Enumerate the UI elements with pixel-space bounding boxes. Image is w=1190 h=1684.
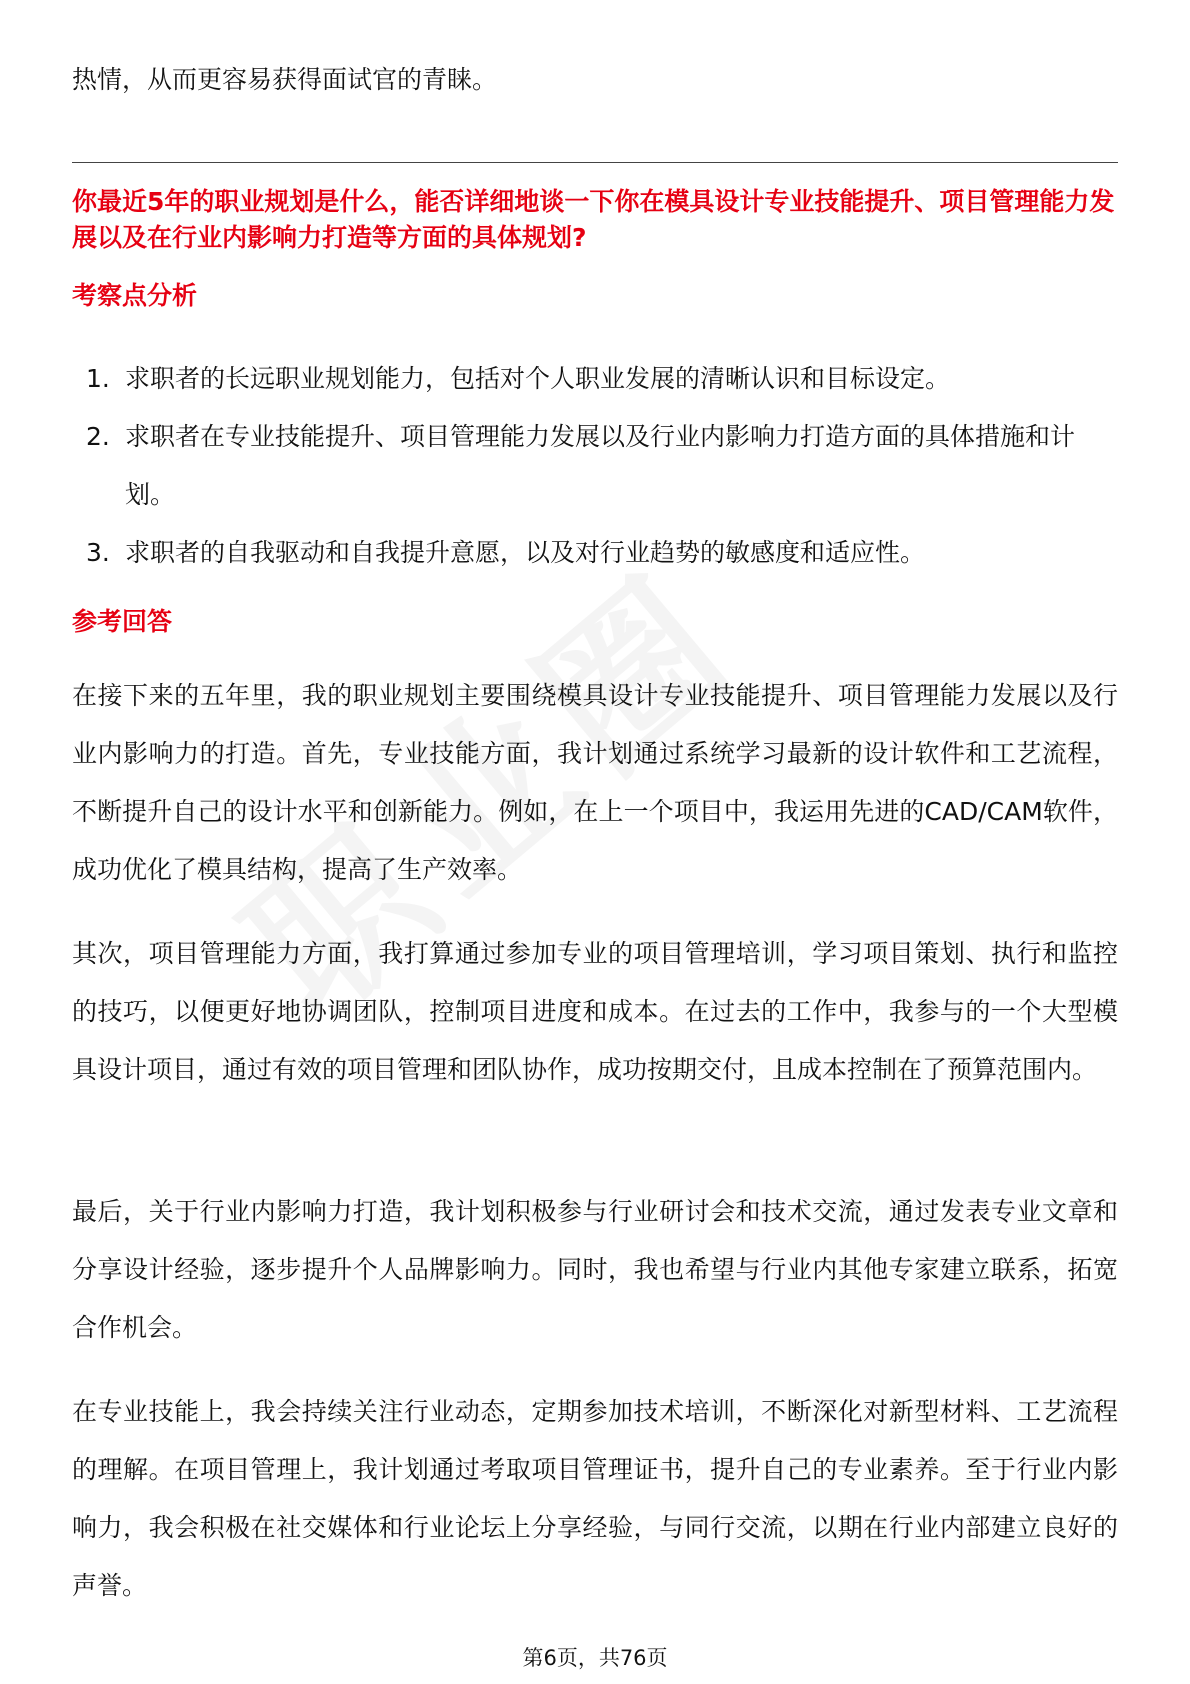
list-number: 1. xyxy=(86,364,110,393)
analysis-list xyxy=(72,350,1118,582)
list-number: 3. xyxy=(86,538,110,567)
page-number: 第6页，共76页 xyxy=(522,1646,668,1670)
lead-text: 热情，从而更容易获得面试官的青睐。 xyxy=(72,65,498,94)
list-text: 求职者在专业技能提升、项目管理能力发展以及行业内影响力打造方面的具体措施和计划。 xyxy=(125,422,1076,509)
list-item xyxy=(72,350,1118,408)
question-heading: 你最近5年的职业规划是什么，能否详细地谈一下你在模具设计专业技能提升、项目管理能力发展以及在行业内影响力打造等方面的具体规划? xyxy=(72,187,1115,252)
analysis-title: 考察点分析 xyxy=(72,281,198,310)
answer-paragraph: 在接下来的五年里，我的职业规划主要围绕模具设计专业技能提升、项目管理能力发展以及行业内影响力的打造。首先，专业技能方面，我计划通过系统学习最新的设计软件和工艺流程，不断提升自己的设计水平和创新能力。例如，在上一个项目中，我运用先进的CAD/CAM软件，成功优化了模具结构，提高了生产效率。 xyxy=(72,681,1118,884)
list-text: 求职者的长远职业规划能力，包括对个人职业发展的清晰认识和目标设定。 xyxy=(125,364,951,393)
answer-paragraph: 最后，关于行业内影响力打造，我计划积极参与行业研讨会和技术交流，通过发表专业文章和分享设计经验，逐步提升个人品牌影响力。同时，我也希望与行业内其他专家建立联系，拓宽合作机会。 xyxy=(72,1197,1118,1342)
answer-title: 参考回答 xyxy=(72,607,173,636)
answer-paragraph: 其次，项目管理能力方面，我打算通过参加专业的项目管理培训，学习项目策划、执行和监控的技巧，以便更好地协调团队，控制项目进度和成本。在过去的工作中，我参与的一个大型模具设计项目，通过有效的项目管理和团队协作，成功按期交付，且成本控制在了预算范围内。 xyxy=(72,939,1118,1084)
list-item xyxy=(72,408,1118,524)
answer-paragraph: 在专业技能上，我会持续关注行业动态，定期参加技术培训，不断深化对新型材料、工艺流程的理解。在项目管理上，我计划通过考取项目管理证书，提升自己的专业素养。至于行业内影响力，我会积极在社交媒体和行业论坛上分享经验，与同行交流，以期在行业内部建立良好的声誉。 xyxy=(72,1397,1118,1600)
document-page xyxy=(72,0,1118,1684)
list-item xyxy=(72,524,1118,582)
list-number: 2. xyxy=(86,422,110,451)
list-text: 求职者的自我驱动和自我提升意愿，以及对行业趋势的敏感度和适应性。 xyxy=(125,538,926,567)
section-divider xyxy=(72,162,1118,163)
